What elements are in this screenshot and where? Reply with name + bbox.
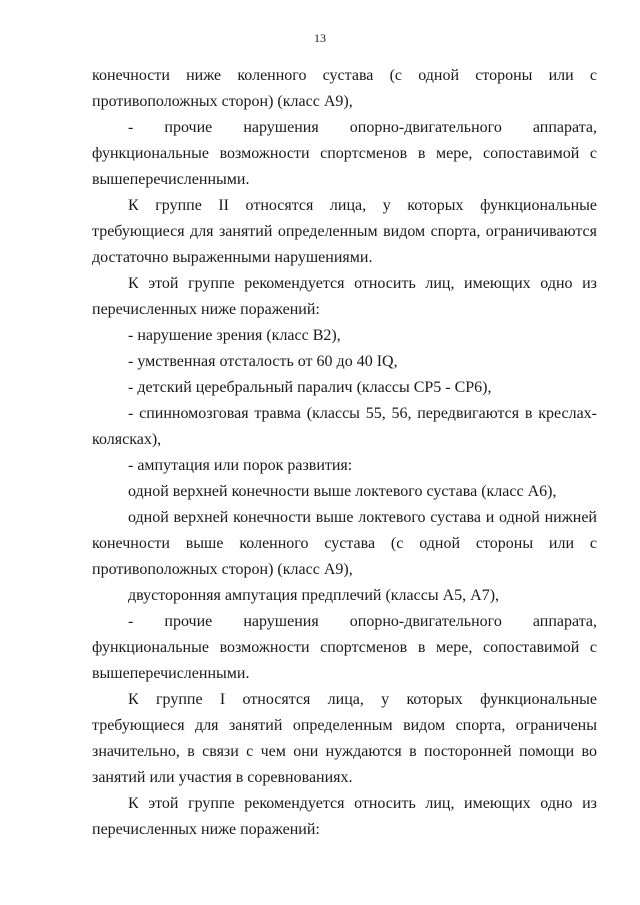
text-line: вышеперечисленными.: [92, 665, 250, 682]
text-line: требующиеся для занятий определенным видом спорта, ограничиваются: [92, 223, 597, 240]
text-line: перечисленных ниже поражений:: [92, 821, 320, 838]
text-line: конечности ниже коленного сустава (с одной стороны или с: [92, 67, 597, 84]
text-line: вышеперечисленными.: [92, 171, 250, 188]
text-line: перечисленных ниже поражений:: [92, 301, 320, 318]
text-line: достаточно выраженными нарушениями.: [92, 249, 373, 266]
text-line: функциональные возможности спортсменов в мере, сопоставимой с: [92, 145, 597, 162]
text-line: - ампутация или порок развития:: [128, 457, 353, 474]
text-line: одной верхней конечности выше локтевого сустава и одной нижней: [128, 509, 597, 526]
text-line: - умственная отсталость от 60 до 40 IQ,: [128, 353, 398, 370]
text-line: значительно, в связи с чем они нуждаются в посторонней помощи во: [92, 743, 597, 760]
text-line: одной верхней конечности выше локтевого сустава (класс А6),: [128, 483, 557, 500]
text-line: требующиеся для занятий определенным видом спорта, ограничены: [92, 717, 597, 734]
text-line: К группе I относятся лица, у которых функциональные: [128, 691, 597, 708]
text-line: К этой группе рекомендуется относить лиц, имеющих одно из: [128, 795, 597, 812]
text-line: К этой группе рекомендуется относить лиц, имеющих одно из: [128, 275, 597, 292]
text-line: противоположных сторон) (класс А9),: [92, 93, 353, 110]
text-line: функциональные возможности спортсменов в мере, сопоставимой с: [92, 639, 597, 656]
text-line: К группе II относятся лица, у которых функциональные: [128, 197, 597, 214]
text-line: двусторонняя ампутация предплечий (классы А5, А7),: [128, 587, 500, 604]
text-line: занятий или участия в соревнованиях.: [92, 769, 353, 786]
text-line: - спинномозговая травма (классы 55, 56, передвигаются в креслах-: [128, 405, 597, 422]
text-line: - детский церебральный паралич (классы СР5 - СР6),: [128, 379, 492, 396]
text-line: - прочие нарушения опорно-двигательного аппарата,: [128, 119, 597, 136]
text-line: колясках),: [92, 431, 162, 448]
text-line: - нарушение зрения (класс В2),: [128, 327, 341, 344]
text-line: противоположных сторон) (класс А9),: [92, 561, 353, 578]
page-number: 13: [314, 31, 326, 45]
text-line: - прочие нарушения опорно-двигательного аппарата,: [128, 613, 597, 630]
text-line: конечности выше коленного сустава (с одной стороны или с: [92, 535, 597, 552]
